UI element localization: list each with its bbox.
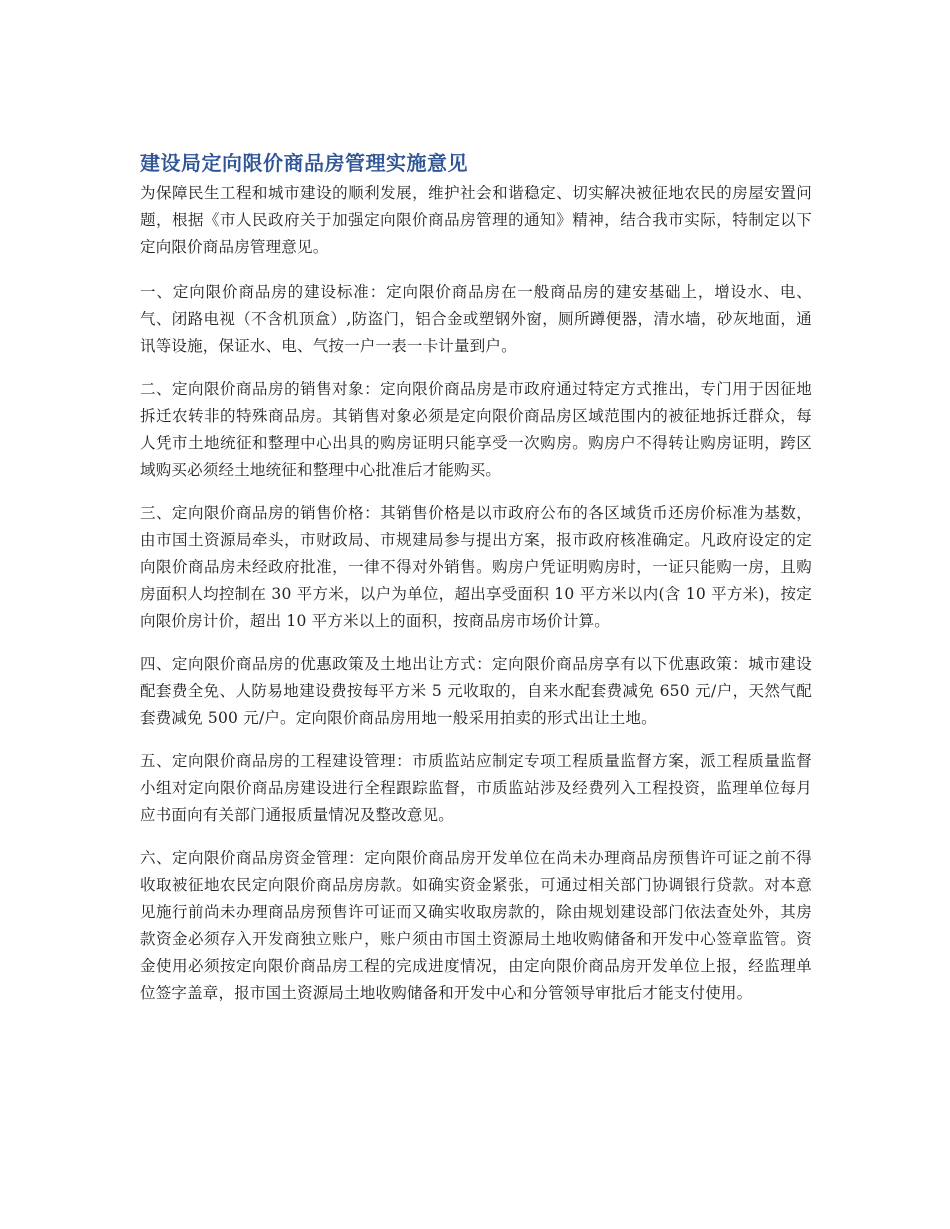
document-page bbox=[140, 148, 812, 1023]
section-4-preferential-policy: 四、定向限价商品房的优惠政策及土地出让方式：定向限价商品房享有以下优惠政策：城市建设配套费全免、人防易地建设费按每平方米 5 元收取的，自来水配套费减免 650 元/户，天然气配套费减免 500 元/户。定向限价商品房用地一般采用拍卖的形式出让土地。 bbox=[140, 655, 812, 727]
section-6-fund-management: 六、定向限价商品房资金管理：定向限价商品房开发单位在尚未办理商品房预售许可证之前不得收取被征地农民定向限价商品房房款。如确实资金紧张，可通过相关部门协调银行贷款。对本意见施行前尚未办理商品房预售许可证而又确实收取房款的，除由规划建设部门依法查处外，其房款资金必须存入开发商独立账户，账户须由市国土资源局土地收购储备和开发中心签章监管。资金使用必须按定向限价商品房工程的完成进度情况，由定向限价商品房开发单位上报，经监理单位签字盖章，报市国土资源局土地收购储备和开发中心和分管领导审批后才能支付使用。 bbox=[140, 849, 812, 1002]
document-title: 建设局定向限价商品房管理实施意见 bbox=[140, 151, 468, 175]
section-3-sales-price: 三、定向限价商品房的销售价格：其销售价格是以市政府公布的各区域货币还房价标准为基数，由市国土资源局牵头，市财政局、市规建局参与提出方案，报市政府核准确定。凡政府设定的定向限价商品房未经政府批准，一律不得对外销售。购房户凭证明购房时，一证只能购一房，且购房面积人均控制在 30 平方米，以户为单位，超出享受面积 10 平方米以内(含 10 平方米)，按定向限价房计价，超出 10 平方米以上的面积，按商品房市场价计算。 bbox=[140, 504, 812, 630]
intro-paragraph: 为保障民生工程和城市建设的顺利发展，维护社会和谐稳定、切实解决被征地农民的房屋安置问题，根据《市人民政府关于加强定向限价商品房管理的通知》精神，结合我市实际，特制定以下定向限价商品房管理意见。 bbox=[140, 184, 812, 256]
section-1-construction-standard: 一、定向限价商品房的建设标准：定向限价商品房在一般商品房的建安基础上，增设水、电、气、闭路电视（不含机顶盒）,防盗门，铝合金或塑钢外窗，厕所蹲便器，清水墙，砂灰地面，通讯等设施，保证水、电、气按一户一表一卡计量到户。 bbox=[140, 283, 812, 355]
section-2-sales-target: 二、定向限价商品房的销售对象：定向限价商品房是市政府通过特定方式推出，专门用于因征地拆迁农转非的特殊商品房。其销售对象必须是定向限价商品房区域范围内的被征地拆迁群众，每人凭市土地统征和整理中心出具的购房证明只能享受一次购房。购房户不得转让购房证明，跨区域购买必须经土地统征和整理中心批准后才能购买。 bbox=[140, 380, 812, 479]
section-5-construction-management: 五、定向限价商品房的工程建设管理：市质监站应制定专项工程质量监督方案，派工程质量监督小组对定向限价商品房建设进行全程跟踪监督，市质监站涉及经费列入工程投资，监理单位每月应书面向有关部门通报质量情况及整改意见。 bbox=[140, 752, 812, 824]
